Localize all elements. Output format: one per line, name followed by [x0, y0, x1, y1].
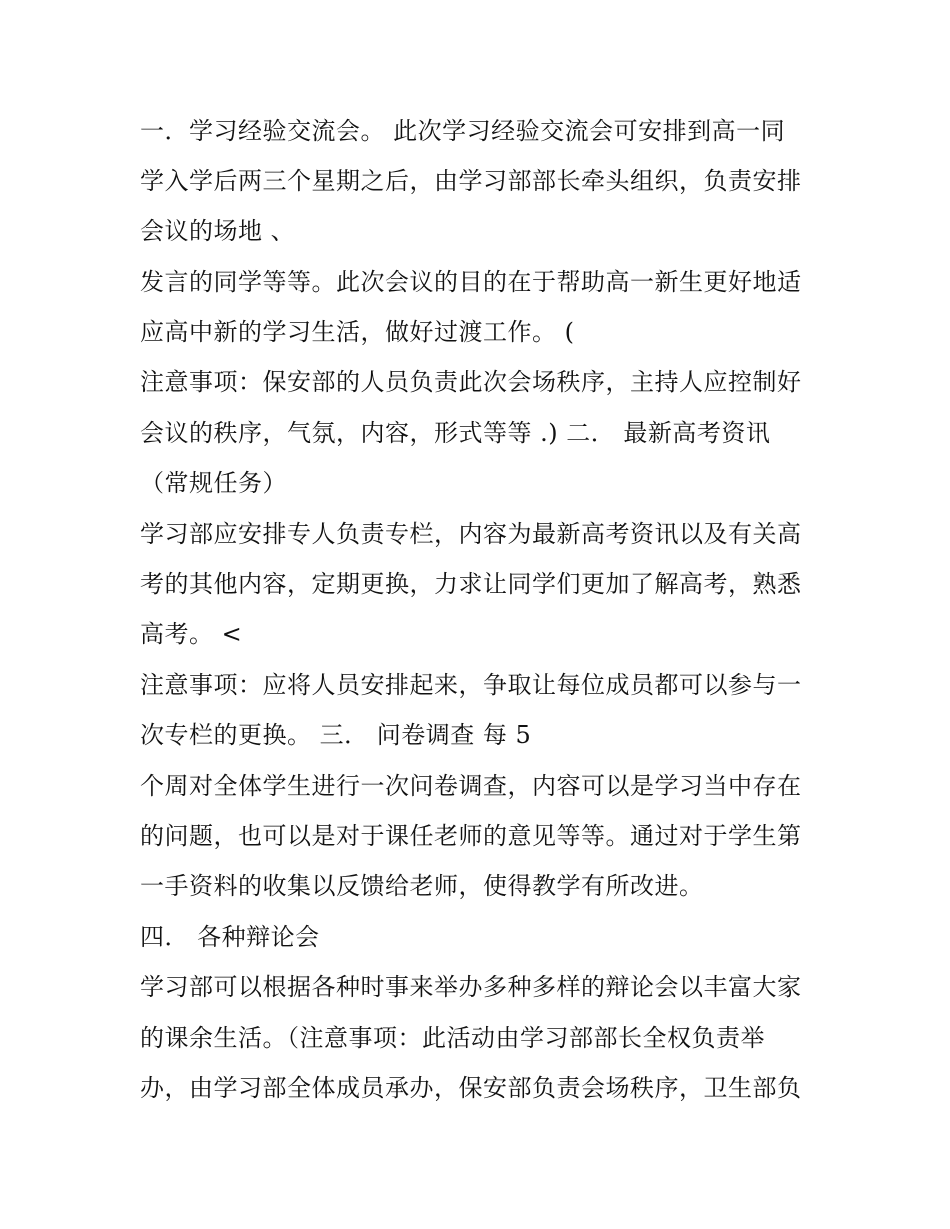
text-line: 的课余生活。（注意事项：此活动由学习部部长全权负责举	[140, 1024, 765, 1052]
text-line: 学入学后两三个星期之后，由学习部部长牵头组织，负责安排	[140, 167, 802, 195]
text-line: 一．学习经验交流会。 此次学习经验交流会可安排到高一同	[140, 117, 786, 145]
text-line: 的问题，也可以是对于课任老师的意见等等。通过对于学生第	[140, 822, 802, 850]
text-line: 会议的秩序，气氛，内容，形式等等 .) 二． 最新高考资讯	[140, 419, 771, 447]
text-line: 应高中新的学习生活，做好过渡工作。 (	[140, 318, 575, 346]
text-line: 办，由学习部全体成员承办，保安部负责会场秩序，卫生部负	[140, 1074, 802, 1102]
text-line: 个周对全体学生进行一次问卷调查，内容可以是学习当中存在	[140, 772, 802, 800]
text-line: （常规任务）	[140, 469, 287, 497]
text-line: 学习部应安排专人负责专栏，内容为最新高考资讯以及有关高	[140, 520, 802, 548]
text-line: 会议的场地 、	[140, 217, 296, 245]
text-line: 注意事项：应将人员安排起来，争取让每位成员都可以参与一	[140, 671, 802, 699]
text-line: 学习部可以根据各种时事来举办多种多样的辩论会以丰富大家	[140, 973, 802, 1001]
text-line: 考的其他内容，定期更换，力求让同学们更加了解高考，熟悉	[140, 570, 802, 598]
text-line: 一手资料的收集以反馈给老师，使得教学有所改进。	[140, 872, 704, 900]
text-line: 高考。 <	[140, 620, 243, 648]
text-line: 次专栏的更换。 三． 问卷调查 每 5	[140, 721, 532, 749]
text-line: 注意事项：保安部的人员负责此次会场秩序，主持人应控制好	[140, 368, 802, 396]
text-line: 发言的同学等等。此次会议的目的在于帮助高一新生更好地适	[140, 268, 802, 296]
text-line: 四． 各种辩论会	[140, 923, 320, 951]
